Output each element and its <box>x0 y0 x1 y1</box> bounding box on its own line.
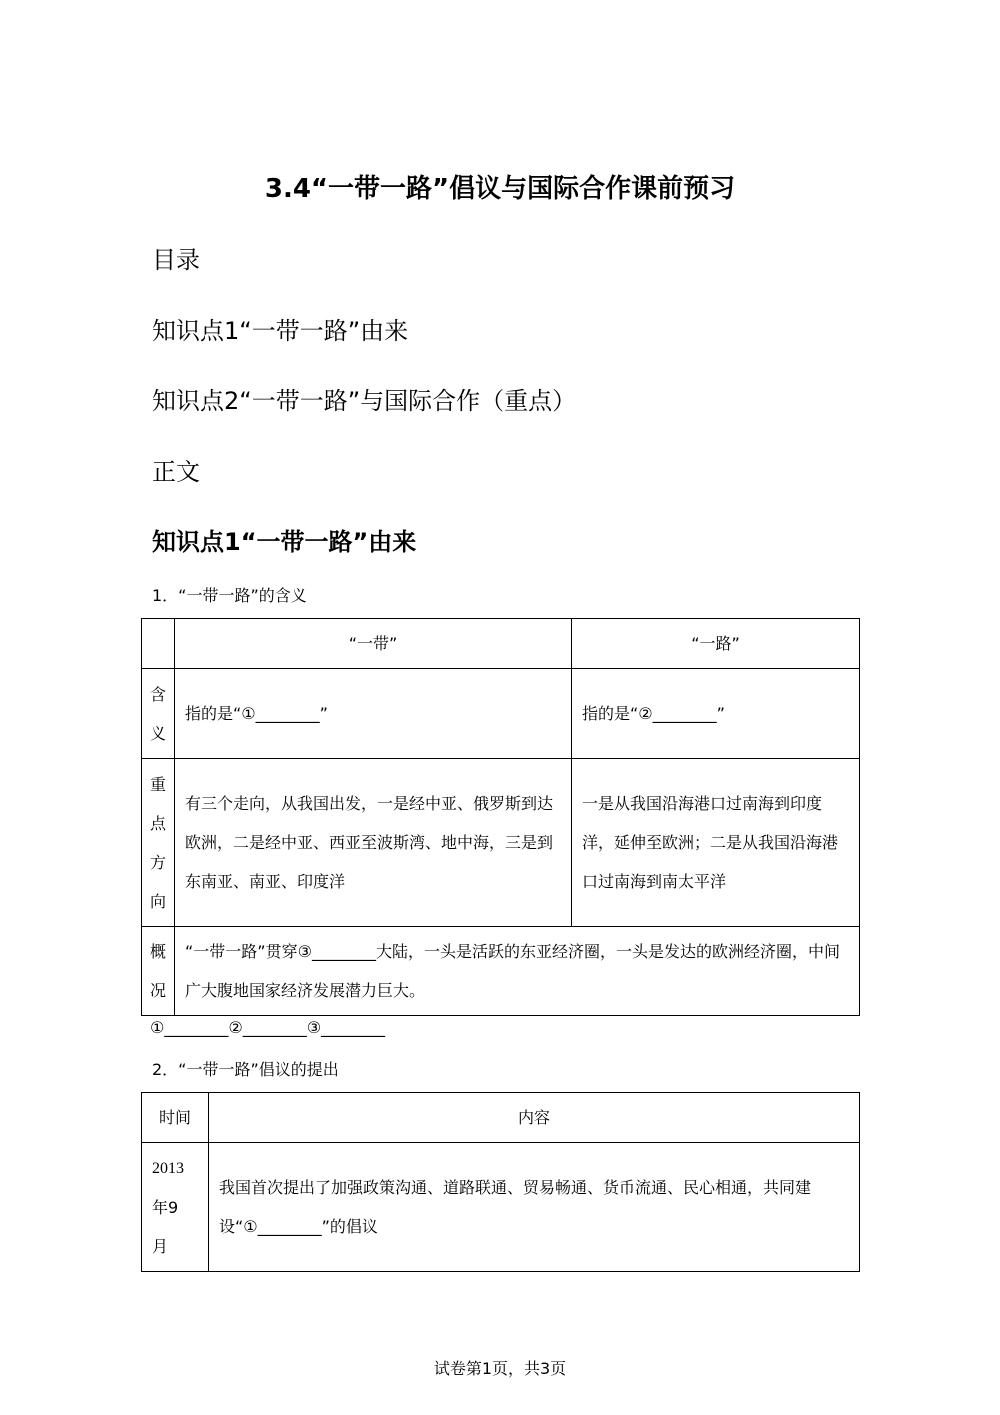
proposal-table <box>141 1092 860 1272</box>
table-header-row <box>142 1093 860 1143</box>
row-label-overview: 概 况 <box>142 927 175 1016</box>
col-header-belt: “一带” <box>175 619 572 669</box>
answer-blanks: ①________②________③________ <box>150 1018 386 1037</box>
table-row <box>142 927 860 1016</box>
belt-meaning-cell: 指的是“①________” <box>175 669 572 759</box>
table-row <box>142 669 860 759</box>
belt-direction-cell: 有三个走向，从我国出发，一是经中亚、俄罗斯到达欧洲，二是经中亚、西亚至波斯湾、地中海，三是到东南亚、南亚、印度洋 <box>175 759 572 927</box>
row-label-meaning: 含 义 <box>142 669 175 759</box>
time-cell: 2013 年9 月 <box>142 1143 209 1272</box>
overview-cell: “一带一路”贯穿③________大陆，一头是活跃的东亚经济圈，一头是发达的欧洲经济圈，中间广大腹地国家经济发展潜力巨大。 <box>175 927 860 1016</box>
item-1-label: 1．“一带一路”的含义 <box>152 586 307 605</box>
section-heading: 知识点1“一带一路”由来 <box>152 528 417 556</box>
toc-item-1[interactable]: 知识点1“一带一路”由来 <box>152 317 409 345</box>
header-content: 内容 <box>209 1093 860 1143</box>
table-header-row <box>142 619 860 669</box>
body-heading: 正文 <box>152 458 200 486</box>
table-row <box>142 759 860 927</box>
item-2-label: 2．“一带一路”倡议的提出 <box>152 1060 339 1079</box>
corner-cell <box>142 619 175 669</box>
header-time: 时间 <box>142 1093 209 1143</box>
page-footer: 试卷第1页，共3页 <box>433 1359 567 1378</box>
road-meaning-cell: 指的是“②________” <box>572 669 860 759</box>
road-direction-cell: 一是从我国沿海港口过南海到印度洋，延伸至欧洲；二是从我国沿海港口过南海到南太平洋 <box>572 759 860 927</box>
toc-item-2[interactable]: 知识点2“一带一路”与国际合作（重点） <box>152 387 577 415</box>
table-row <box>142 1143 860 1272</box>
toc-heading: 目录 <box>152 246 200 274</box>
page-title: 3.4“一带一路”倡议与国际合作课前预习 <box>264 174 736 204</box>
row-label-direction: 重 点 方 向 <box>142 759 175 927</box>
col-header-road: “一路” <box>572 619 860 669</box>
meaning-table <box>141 618 860 1016</box>
content-cell: 我国首次提出了加强政策沟通、道路联通、贸易畅通、货币流通、民心相通，共同建设“①________”的倡议 <box>209 1143 860 1272</box>
